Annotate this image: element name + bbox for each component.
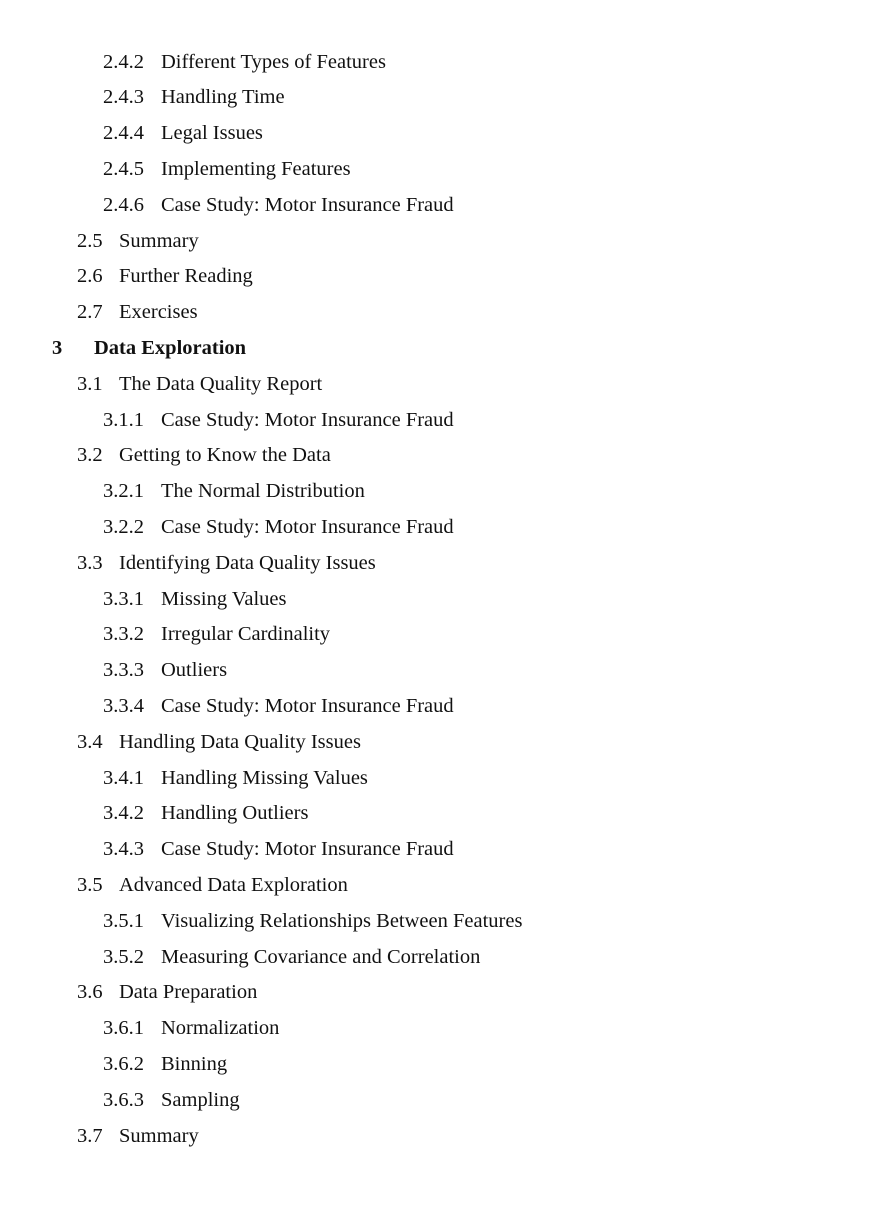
toc-entry-number: 2.4.4 [103,122,144,145]
toc-subsection-entry[interactable] [0,187,869,223]
toc-entry-number: 2.5 [77,229,103,252]
toc-entry-title: Visualizing Relationships Between Features [161,909,523,932]
toc-section-entry[interactable] [0,259,869,295]
toc-section-entry[interactable] [0,867,869,903]
toc-entry-title: Identifying Data Quality Issues [119,551,376,574]
toc-entry-title: Legal Issues [161,122,263,145]
toc-entry-title: Handling Data Quality Issues [119,730,361,753]
toc-entry-number: 2.6 [77,265,103,288]
toc-subsection-entry[interactable] [0,581,869,617]
toc-chapter-entry[interactable] [0,330,869,366]
toc-entry-title: Handling Missing Values [161,766,368,789]
toc-entry-number: 2.4.6 [103,193,144,216]
toc-entry-title: Case Study: Motor Insurance Fraud [161,838,454,861]
toc-entry-number: 3.3 [77,551,103,574]
toc-entry-number: 3.3.2 [103,623,144,646]
toc-entry-title: Sampling [161,1088,240,1111]
toc-section-entry[interactable] [0,438,869,474]
toc-entry-title: Binning [161,1052,228,1075]
toc-entry-number: 2.7 [77,301,103,324]
toc-entry-number: 3.6.3 [103,1088,144,1111]
toc-entry-number: 3.2 [77,444,103,467]
toc-subsection-entry[interactable] [0,1046,869,1082]
toc-entry-title: Further Reading [119,265,253,288]
toc-entry-number: 3.4 [77,730,103,753]
toc-entry-title: Case Study: Motor Insurance Fraud [161,193,454,216]
toc-entry-title: Exercises [119,301,198,324]
toc-entry-number: 3.5.2 [103,945,144,968]
toc-section-entry[interactable] [0,545,869,581]
toc-entry-number: 3.6.2 [103,1052,144,1075]
toc-entry-number: 3.2.2 [103,516,144,538]
toc-entry-title: Data Preparation [119,981,258,1004]
toc-subsection-entry[interactable] [0,796,869,832]
toc-entry-number: 3.4.1 [103,766,144,789]
toc-entry-number: 3.1 [77,372,103,395]
toc-entry-title: Implementing Features [161,158,351,181]
toc-entry-number: 3.2.1 [103,480,144,503]
toc-entry-title: Summary [119,1124,199,1147]
toc-entry-title: Case Study: Motor Insurance Fraud [161,694,454,717]
toc-subsection-entry[interactable] [0,939,869,975]
toc-subsection-entry[interactable] [0,1011,869,1047]
toc-entry-number: 3 [52,337,63,360]
toc-entry-number: 3.6 [77,981,103,1004]
toc-entry-number: 3.7 [77,1124,103,1147]
toc-entry-title: Case Study: Motor Insurance Fraud [161,408,454,431]
toc-section-entry[interactable] [0,975,869,1011]
toc-subsection-entry[interactable] [0,44,869,80]
toc-entry-number: 3.3.1 [103,587,144,610]
toc-entry-title: Normalization [161,1017,280,1040]
toc-subsection-entry[interactable] [0,474,869,510]
toc-entry-title: Getting to Know the Data [119,444,331,467]
toc-entry-number: 3.4.3 [103,838,144,861]
toc-entry-title: Missing Values [161,587,287,610]
toc-entry-title: Advanced Data Exploration [119,873,348,896]
toc-subsection-entry[interactable] [0,1082,869,1118]
toc-entry-title: Data Exploration [94,337,247,360]
toc-subsection-entry[interactable] [0,509,869,545]
toc-entry-title: Measuring Covariance and Correlation [161,945,481,968]
toc-entry-title: The Data Quality Report [119,372,323,395]
toc-subsection-entry[interactable] [0,760,869,796]
toc-entry-title: Different Types of Features [161,50,386,73]
toc-section-entry[interactable] [0,724,869,760]
toc-subsection-entry[interactable] [0,402,869,438]
toc-subsection-entry[interactable] [0,617,869,653]
toc-entry-title: Outliers [161,659,228,682]
toc-section-entry[interactable] [0,223,869,259]
toc-entry-title: The Normal Distribution [161,480,365,503]
toc-section-entry[interactable] [0,1118,869,1154]
toc-section-entry[interactable] [0,366,869,402]
toc-entry-title: Handling Outliers [161,802,309,825]
toc-subsection-entry[interactable] [0,151,869,187]
toc-entry-number: 3.1.1 [103,408,144,431]
toc-entry-number: 3.5.1 [103,909,144,932]
toc-entry-title: Irregular Cardinality [161,623,331,646]
toc-entry-number: 3.4.2 [103,802,144,825]
toc-entry-title: Summary [119,229,199,252]
toc-entry-number: 2.4.2 [103,50,144,73]
toc-entry-title: Case Study: Motor Insurance Fraud [161,516,454,538]
toc-entry-number: 3.3.4 [103,694,144,717]
toc-subsection-entry[interactable] [0,832,869,868]
toc-entry-number: 3.3.3 [103,659,144,682]
toc-subsection-entry[interactable] [0,80,869,116]
toc-subsection-entry[interactable] [0,688,869,724]
toc-entry-title: Handling Time [161,86,285,109]
toc-entry-number: 3.6.1 [103,1017,144,1040]
toc-entry-number: 2.4.3 [103,86,144,109]
toc-entry-number: 3.5 [77,873,103,896]
toc-subsection-entry[interactable] [0,116,869,152]
toc-subsection-entry[interactable] [0,903,869,939]
table-of-contents [0,44,869,1154]
toc-subsection-entry[interactable] [0,653,869,689]
toc-section-entry[interactable] [0,295,869,331]
toc-entry-number: 2.4.5 [103,158,144,181]
